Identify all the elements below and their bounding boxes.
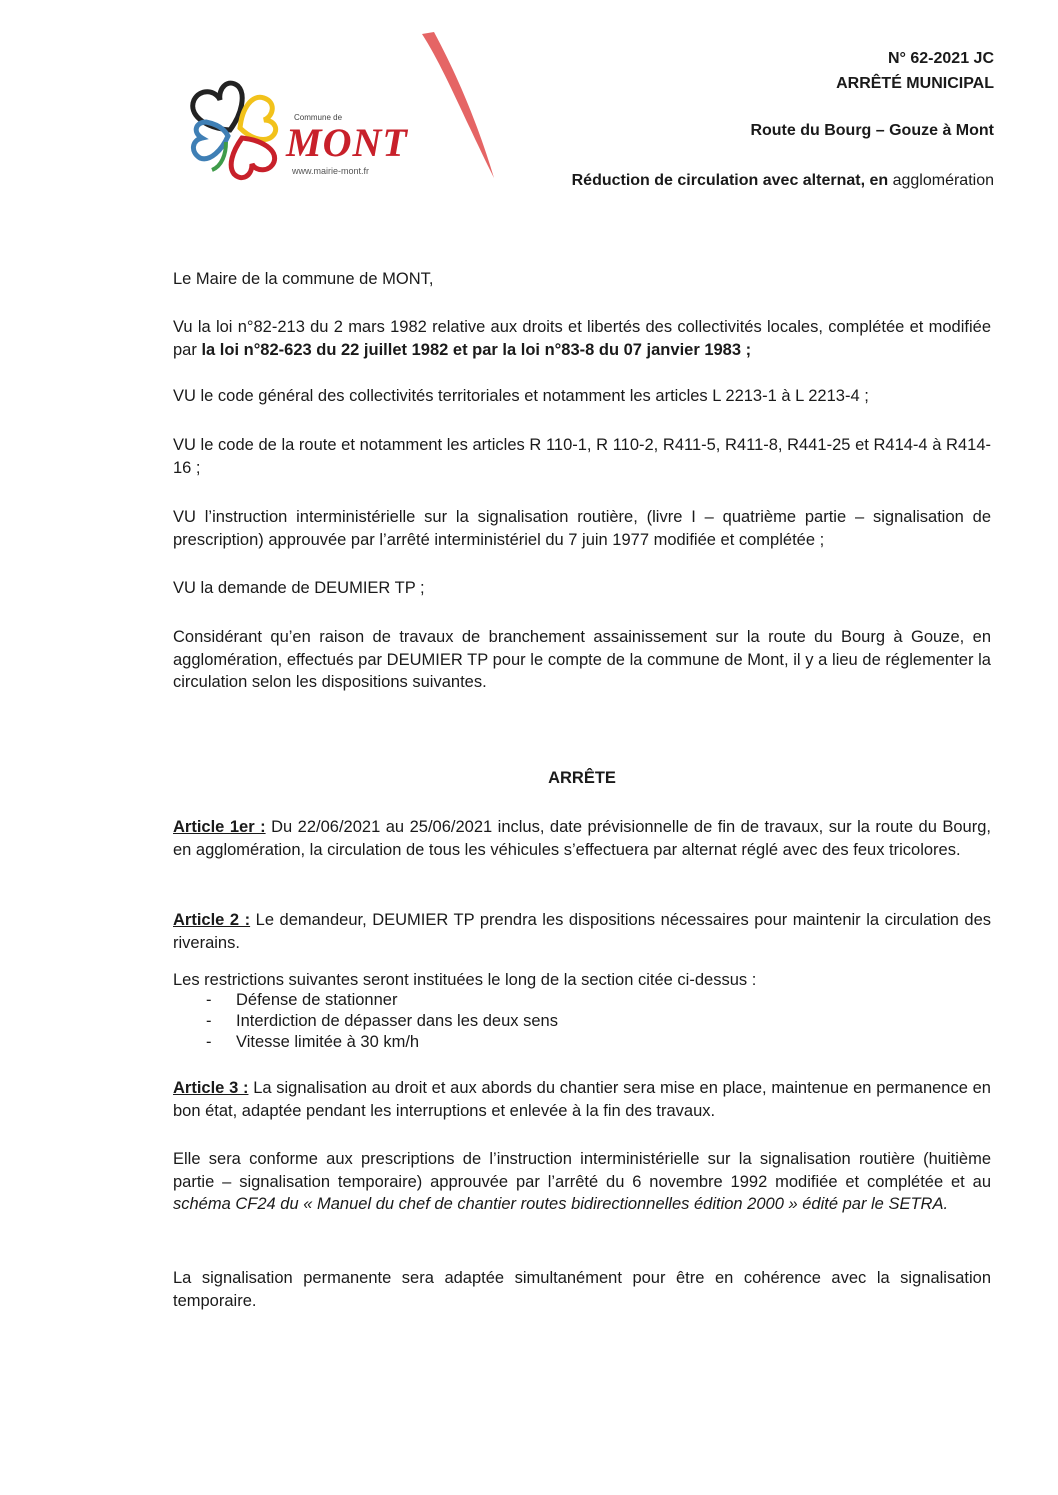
vu-instruction-paragraph: VU l’instruction interministérielle sur la signalisation routière, (livre I – quatrième partie – signalisation de prescription) approuvée par l’arrêté interministériel du 7 juin 1977 modifiée et complétée ;	[173, 508, 991, 549]
vu-loi-text: Vu la loi n°82-213 du 2 mars 1982 relative aux droits et libertés des collectivités locales, complétée et modifiée par	[173, 318, 991, 359]
list-item: - Interdiction de dépasser dans les deux sens	[203, 1011, 558, 1032]
article-3-text: La signalisation au droit et aux abords du chantier sera mise en place, maintenue en permanence en bon état, adaptée pendant les interruptions et enlevée à la fin des travaux.	[173, 1079, 991, 1120]
vu-loi-bold: la loi n°82-623 du 22 juillet 1982 et par la loi n°83-8 du 07 janvier 1983 ;	[201, 340, 752, 359]
commune-logo	[182, 28, 522, 188]
vu-code-route-paragraph: VU le code de la route et notamment les articles R 110-1, R 110-2, R411-5, R411-8, R441-25 et R414-4 à R414-16 ;	[173, 436, 991, 477]
list-item: - Vitesse limitée à 30 km/h	[203, 1032, 558, 1053]
decree-type: ARRÊTÉ MUNICIPAL	[836, 75, 994, 92]
decree-subject	[572, 172, 994, 190]
logo-url: www.mairie-mont.fr	[292, 166, 370, 176]
restrictions-list	[203, 990, 558, 1053]
intro-paragraph: Le Maire de la commune de MONT,	[173, 270, 434, 288]
list-item: - Défense de stationner	[203, 990, 558, 1011]
article-2	[173, 909, 991, 954]
article-1-label: Article 1er :	[173, 818, 266, 836]
decree-subject-light: agglomération	[892, 172, 994, 189]
article-1-text: Du 22/06/2021 au 25/06/2021 inclus, date prévisionnelle de fin de travaux, sur la route du Bourg, en agglomération, la circulation de tous les véhicules s’effectuera par alternat réglé avec des feux tricolores.	[173, 818, 991, 859]
decree-subject-bold: Réduction de circulation avec alternat, en	[571, 172, 893, 189]
logo-small-text: Commune de	[294, 113, 343, 122]
decree-route: Route du Bourg – Gouze à Mont	[750, 122, 994, 139]
article-1	[173, 816, 991, 861]
arrete-title: ARRÊTE	[548, 769, 616, 787]
decree-number: N° 62-2021 JC	[887, 50, 994, 67]
vu-cgct-paragraph: VU le code général des collectivités territoriales et notamment les articles L 2213-1 à L 2213-4 ;	[173, 387, 869, 405]
article-3-label: Article 3 :	[173, 1079, 249, 1097]
conformity-text: Elle sera conforme aux prescriptions de l’instruction interministérielle sur la signalisation routière (huitième partie – signalisation temporaire) approuvée par l’arrêté du 6 novembre 1992 modifiée et complétée et au	[173, 1150, 991, 1191]
heart-red-icon	[231, 138, 274, 178]
considerant-paragraph: Considérant qu’en raison de travaux de branchement assainissement sur la route du Bourg à Gouze, en agglomération, effectués par DEUMIER TP pour le compte de la commune de Mont, il y a lieu de réglementer la circulation selon les dispositions suivantes.	[173, 628, 991, 691]
conformity-italic: schéma CF24 du « Manuel du chef de chantier routes bidirectionnelles édition 2000 » édité par le SETRA.	[173, 1195, 949, 1213]
permanent-signage-paragraph: La signalisation permanente sera adaptée simultanément pour être en cohérence avec la signalisation temporaire.	[173, 1269, 991, 1310]
logo-name: MONT	[286, 120, 408, 165]
conformity-paragraph	[173, 1148, 991, 1216]
article-2-text: Le demandeur, DEUMIER TP prendra les dispositions nécessaires pour maintenir la circulation des riverains.	[173, 911, 991, 952]
vu-demande-paragraph: VU la demande de DEUMIER TP ;	[173, 579, 425, 597]
article-3	[173, 1077, 991, 1122]
heart-yellow-icon	[240, 97, 276, 139]
article-2-label: Article 2 :	[173, 911, 251, 929]
restrictions-intro: Les restrictions suivantes seront instituées le long de la section citée ci-dessus :	[173, 971, 757, 989]
swoosh-icon	[422, 32, 494, 178]
vu-loi-paragraph	[173, 316, 991, 361]
